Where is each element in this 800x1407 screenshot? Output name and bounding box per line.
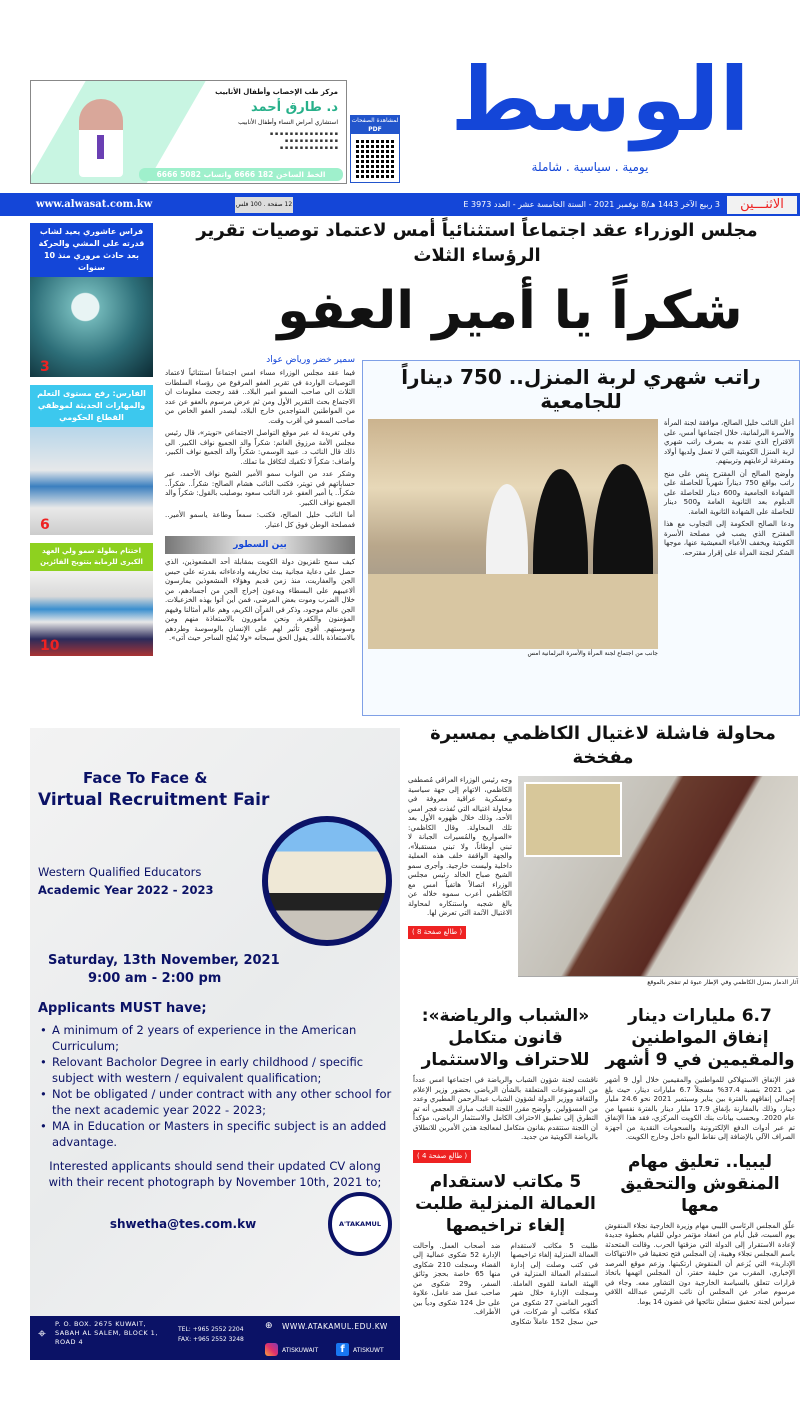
school-photo <box>262 816 392 946</box>
top-headline[interactable]: مجلس الوزراء عقد اجتماعاً استثنائياً أمس لاعتماد توصيات تقرير الرؤساء الثلاث <box>196 220 758 266</box>
apply-instructions: Interested applicants should send their updated CV along with their recent photograph by November 10th, 2021 to; <box>48 1159 382 1189</box>
article-text: ناقشت لجنة شؤون الشباب والرياضة في اجتماعها امس عدداً من الموضوعات المتعلقة بالشأن الرياضي بحضور وزير الإعلام والثقافة ووزير الدولة لشؤون الشباب عبدالرحمن المطيري وعدد من المسؤولين. وأوضح مقرر اللجنة النائب مبارك العجمي أنه تم التطرق إلى تطبيق الاحتراف الكامل والاستثمار الرياضي، مؤكداً أن اللجنة ستتقدم بقانون متكامل لمعالجة هذين الأمرين للانطلاق بالرياضة الكويتية من جديد. <box>413 1076 598 1141</box>
article-headline[interactable]: «الشباب والرياضة»: قانون متكامل للاحتراف والاستثمار <box>421 1006 590 1070</box>
sidebar-image-xray[interactable] <box>30 277 153 377</box>
requirement-item: • MA in Education or Masters in specific subject is an added advantage. <box>38 1118 392 1150</box>
pdf-text: PDF <box>368 126 382 133</box>
ad-line-2: Virtual Recruitment Fair <box>38 790 270 810</box>
lead-paragraph: وشكر عدد من النواب سمو الأمير الشيخ نواف الأحمد، عبر حساباتهم في تويتر، فكتب النائب هشام الصالح: شكراً.. شكراً.. شكراً.. يا أمير العفو. غرد النائب سعود بوصليب بالقول: شكراً والد الجميع نواف الكبير. <box>165 470 355 507</box>
clinic-phone: الخط الساخن 182 6666 واتساب 5082 6666 <box>139 168 343 181</box>
newspaper-logo: الوسط <box>450 48 750 151</box>
right-bottom-column <box>605 1005 795 1315</box>
website-link[interactable]: www.alwasat.com.kw <box>36 199 153 210</box>
article-paragraph: أعلن النائب خليل الصالح، موافقة لجنة المرأة والأسرة البرلمانية، خلال اجتماعها أمس، على الاقتراح الذي تقدم به بصرف راتب شهري لربة المنزل الكويتية التي لا تعمل ولديها أولاد ومتفرغة لرعايتهم وتربيتهم. <box>664 419 794 465</box>
continue-page-link[interactable]: ( طالع صفحة 8 ) <box>408 926 466 939</box>
lead-paragraph: فيما عقد مجلس الوزراء مساء امس اجتماعاً استثنائياً لاعتماد التوصيات الواردة في تقرير العفو المرفوع من رؤساء السلطات الثلاث الى صاحب السمو امير البلاد.. فقد رجحت معلومات ان الاجتماع بحث التقرير الأول ومن ثم عرض مرسوم بالعفو عن عدد من المواطنين المتواجدين خارج البلاد، ليصدر العفو الخاص من صاحب السمو في أقرب وقت. <box>165 369 355 425</box>
column-title: بين السطور <box>165 536 355 554</box>
tie-shape <box>97 135 104 159</box>
ad-line-1: Face To Face & <box>83 769 208 787</box>
lead-paragraph: أما النائب خليل الصالح، فكتب: سمعاً وطاعة ياسمو الأمير.. فمصلحة الوطن فوق كل اعتبار. <box>165 511 355 529</box>
article-headline[interactable]: 6.7 مليارات دينار إنفاق المواطنين والمقيمين في 9 أشهر <box>605 1006 795 1070</box>
facebook-handle[interactable]: ATISKUWT <box>353 1347 384 1354</box>
sidebar <box>30 223 153 664</box>
ad-line-3: Western Qualified Educators <box>38 865 202 879</box>
page-number: 6 <box>40 517 50 533</box>
lead-paragraph: وفي تغريدة له عبر موقع التواصل الاجتماعي «تويتر»، قال رئيس مجلس الأمة مرزوق الغانم: شكراً والد الجميع نواف الكبير. الى ذلك قال النائب د. عبيد الوسمي: شكراً والد الجميع نواف الكبير، وأضاف: شكراً لا تكفيك لتكافل ما تملك. <box>165 429 355 466</box>
sidebar-image-shooting[interactable] <box>30 571 153 656</box>
globe-icon: ⊕ <box>265 1321 273 1331</box>
clinic-advertisement[interactable] <box>30 80 347 184</box>
requirement-item: • Relovant Bacholor Degree in early childhood / specific subject with western / equivalent qualification; <box>38 1054 392 1086</box>
ad-footer <box>30 1316 400 1360</box>
school-logo-badge: A'TAKAMUL <box>328 1192 392 1256</box>
location-icon: ⌖ <box>38 1326 46 1342</box>
article-text: طلبت 5 مكاتب لاستقدام العمالة المنزلية إلغاء تراخيصها في كتب وصلت إلى إدارة استقدام العمالة المنزلية في الهيئة العامة للقوى العاملة. وسجلت الإدارة خلال شهر أكتوبر الماضي 27 شكوى من كفلاء مكاتب أو شركات، في حين سجل 152 عاملاً شكاوى ضد أصحاب العمل. وأحالت الإدارة 52 شكوى عمالية إلى القضاء وسجلت 210 شكاوى منها 65 خاصة بحجز وثائق السفر، و29 شكوى من صاحب عمل ضد عامل، علاوة على حل 124 شكوى ودياً بين الأطراف. <box>413 1241 598 1326</box>
article-text: قفز الإنفاق الاستهلاكي للمواطنين والمقيمين خلال أول 9 أشهر من 2021 بنسبة 37.4% مسجلاً 6.7 مليارات دينار، حيث بلغ إجمالي إنفاقهم بالفترة بين يناير وسبتمبر 2021 نحو 24.6 مليار دينار، وذلك بالمقارنة بإنفاق 17.9 مليار دينار بالفترة نفسها من عام 2020. وبحسب بيانات بنك الكويت المركزي، فقد هذا الإنفاق تم عبر أدوات الدفع الإلكترونية والسحوبات النقدية من أجهزة الصراف الآلي بالإضافة إلى نقاط البيع داخل وخارج الكويت. <box>605 1076 796 1141</box>
recruitment-advertisement[interactable] <box>30 728 400 1360</box>
fair-time: 9:00 am - 2:00 pm <box>88 971 222 986</box>
article-text: وجه رئيس الوزراء العراقي مُصطفى الكاظمي، الاتهام إلى جهة سياسية وعسكرية عراقية معروفة في محاولة اغتياله التي نُفذت فجر امس الأحد، وذلك خلال ظهوره الأول بعد تلك المحاولة. وقال الكاظمي: «الصواريخ والمُسيرات الجبانة لا تبني أوطاناً، ولا تبني مستقبلاً»، والجهة الواقفة خلف هذه العملية داخلية وليست خارجية. وأجرى سمو الشيخ صباح الخالد رئيس مجلس الوزراء اتصالاً هاتفياً امس مع الكاظمي أعرب سموه خلاله عن بالغ شجبه واستنكاره لمحاولة الاغتيال الآثمة التي تعرض لها. <box>408 776 512 917</box>
instagram-icon[interactable] <box>265 1343 278 1356</box>
left-bottom-column <box>413 1005 598 1335</box>
credentials-list: ▪ ▪ ▪ ▪ ▪ ▪ ▪ ▪ ▪ ▪ ▪ ▪ ▪ ▪ ▪ ▪ ▪ ▪ ▪ ▪ ▪ ▪ ▪ ▪ ▪ ▪ ▪ ▪ ▪ ▪ ▪ ▪ ▪ ▪ ▪ ▪ ▪ <box>269 131 338 151</box>
photo-caption: آثار الدمار بمنزل الكاظمي وفي الإطار عبوة لم تنفجر بالموقع <box>518 976 798 987</box>
article-paragraph: ودعا الصالح الحكومة إلى التجاوب مع هذا المقترح الذي يصب في مصلحة الأسرة الكويتية ويخفف الأعباء المعيشية عنها، موجها الشكر لنجنة المرأة على إقرار مقترحه. <box>664 520 794 557</box>
sidebar-teaser-2[interactable]: الفارس: رفع مستوى التعلم والمهارات الحديثة لموظفي القطاع الحكومي <box>30 385 153 427</box>
article-headline[interactable]: محاولة فاشلة لاغتيال الكاظمي بمسيرة مفخخة <box>430 723 776 768</box>
page-number: 10 <box>40 638 60 654</box>
column-text: كيف سمح تلفزيون دولة الكويت بمقابلة أحد المشعوذين، الذي حصل على دعاية مجانية ببث تخاريفه وادعاءاته بقدرته على حبس الجن والعفاريت، منذ زمن قديم وهؤلاء المشعوذين يمارسون ألاعيبهم على البسطاء ويدعون إخراج الجن من أجسادهم، من خلال الضرب وموت بعض المرضى، فمن أين أتوا بهذه الخزعبلات. الجن عالم موجود، وذكر في القرآن الكريم، وهم عالم أمثالنا وفيهم المؤمنون والكفرة، ونحن مأمورون بالاستعاذة منهم ومن وسوستهم. أقوى تأثير لهم على الإنسان بالوسوسة وطردهم بالاستعاذة بالله. يقول الحق سبحانه «ولا يُفلح الساحر حيث أتى». <box>165 558 355 642</box>
article-text: علّق المجلس الرئاسي الليبي مهام وزيرة الخارجية نجلاء المنقوش يوم السبت، قبل أيام من انعقاد مؤتمر دولي للقيام بخطوة جديدة لإعادة الاستقرار إلى الدولة التي مزقتها الحرب. وقالت المتحدثة باسم المجلس نجلاء وهيبة، إن المجلس فتح تحقيقا في «الانتهاكات الإدارية» التي يُزعم أن المنقوش ارتكبتها. وزعم موقع المرصد الإخباري، المقرب من خليفة حفتر، أن المجلس اتهمها باتخاذ قرارات تتعلق بالسياسة الخارجية دون التشاور معه. وجاء في مرسوم صادر عن المجلس أن نائب الرئيس عبدالله اللافي سيرأس لجنة تحقيق ستعلن نتائجها في غضون 14 يوما. <box>605 1221 795 1306</box>
weekday: الاثنـــين <box>727 196 797 214</box>
page-count-price: 12 صفحة . 100 فلس <box>235 197 293 213</box>
continue-page-link[interactable]: ( طالع صفحة 4 ) <box>413 1150 471 1163</box>
main-headline[interactable]: شكراً يا أمير العفو <box>277 281 743 341</box>
page-number: 3 <box>40 359 50 375</box>
article-paragraph: وأوضح الصالح أن المقترح ينص على منح راتب بواقع 750 ديناراً شهرياً للحاصلة على الشهادة الجامعية و600 دينار للحاصلة على الدبلوم بعد الثانوية العامة و500 دينار للحاصلة على الشهادة الثانوية العامة. <box>664 469 794 516</box>
ad-line-4: Academic Year 2022 - 2023 <box>38 883 214 897</box>
doctor-name: د. طارق أحمد <box>251 100 338 115</box>
doctor-subtitle: استشاري أمراض النساء وأطفال الأنابيب <box>238 119 338 126</box>
article-headline[interactable]: راتب شهري لربة المنزل.. 750 ديناراً للجامعية <box>401 365 761 413</box>
postal-address: P. O. BOX. 2675 KUWAIT, SABAH AL SALEM, BLOCK 1, ROAD 4 <box>55 1320 158 1346</box>
article-headline[interactable]: 5 مكاتب لاستقدام العمالة المنزلية طلبت إلغاء تراخيصها <box>415 1171 596 1236</box>
requirement-item: • Not be obligated / under contract with any other school for the next academic year 2022 - 2023; <box>38 1086 392 1118</box>
lead-story <box>165 354 355 644</box>
requirements-title: Applicants MUST have; <box>38 1001 207 1016</box>
table-shape <box>368 574 658 649</box>
fair-date: Saturday, 13th November, 2021 <box>48 953 280 968</box>
qr-code-icon[interactable] <box>356 138 394 178</box>
requirement-item: • A minimum of 2 years of experience in the American Curriculum; <box>38 1022 392 1054</box>
apply-email[interactable]: shwetha@tes.com.kw <box>109 1217 257 1231</box>
damage-photo <box>518 776 798 976</box>
sidebar-image-ceremony[interactable] <box>30 427 153 535</box>
byline: سمير خضر ورياض عواد <box>266 355 355 365</box>
issue-date: 3 ربيع الآخر 1443 هـ/8 نوفمبر 2021 - السنة الخامسة عشر - العدد 3973 E <box>463 200 720 209</box>
pdf-qr-box[interactable] <box>350 115 400 183</box>
clinic-title: مركز طب الإخصاب وأطفال الأنابيب <box>215 88 338 96</box>
sidebar-teaser-1[interactable]: فراس عاشوري يعيد لشاب قدرته على المشي والحركة بعد حادث مروري منذ 10 سنوات <box>30 223 153 277</box>
instagram-handle[interactable]: ATISKUWAIT <box>282 1347 319 1354</box>
inset-photo <box>524 782 622 857</box>
committee-photo <box>368 419 658 649</box>
article-headline[interactable]: ليبيا.. تعليق مهام المنقوش والتحقيق معها <box>620 1151 780 1216</box>
sidebar-teaser-3[interactable]: اختتام بطولة سمو ولي العهد الكبرى للرماية بتتويج الفائزين <box>30 543 153 571</box>
facebook-icon[interactable]: f <box>336 1343 349 1356</box>
article-box <box>362 360 800 716</box>
photo-caption: جانب من اجتماع لجنة المرأة والأسرة البرلمانية امس <box>527 650 658 657</box>
tagline: يومية . سياسية . شاملة <box>531 160 649 174</box>
requirements-list <box>38 1022 392 1150</box>
telephone: TEL: +965 2552 2204 <box>178 1326 244 1333</box>
pdf-label: لمشاهدة الصفحات <box>351 117 399 124</box>
fax: FAX: +965 2552 3248 <box>178 1336 244 1343</box>
kazemi-article <box>408 722 798 987</box>
website-link[interactable]: WWW.ATAKAMUL.EDU.KW <box>282 1322 388 1331</box>
